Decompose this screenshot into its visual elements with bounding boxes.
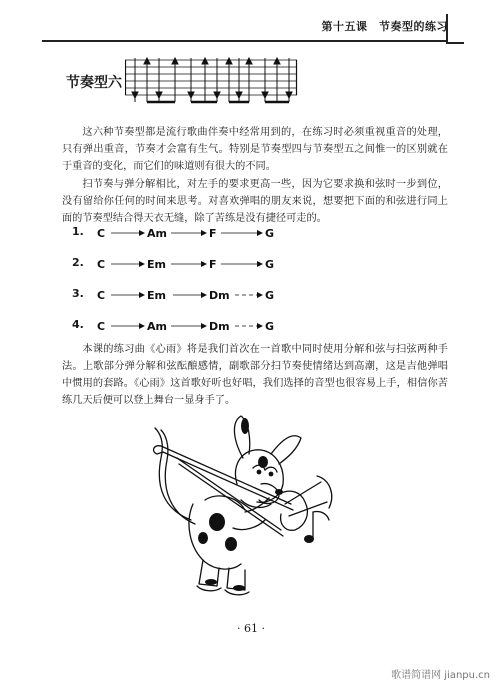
progression-row	[72, 256, 372, 272]
page-number: · 61 ·	[237, 622, 265, 635]
chord-label: C	[97, 227, 106, 240]
strum-arrowhead	[226, 58, 232, 64]
chord-label: G	[265, 258, 275, 271]
chord-label: C	[97, 320, 106, 333]
dog-trombone-illustration	[145, 392, 345, 602]
header-rule	[42, 40, 446, 42]
chord-label: Am	[147, 227, 167, 240]
header-corner	[446, 14, 464, 44]
progression-number: 2.	[72, 256, 84, 269]
paragraph-rhythm-accents: 这六种节奏型都是流行歌曲伴奏中经常用到的，在练习时必须重视重音的处理，只有弹出重音，节奏才会富有生气。特别是节奏型四与节奏型五之间惟一的区别就在于重音的变化，而它们的味道则有很大的不同。	[62, 127, 448, 172]
paragraph-practice-song: 本课的练习曲《心雨》将是我们首次在一首歌中同时使用分解和弦与扫弦两种手法。上歌部分弹分解和弦酝酿感情，副歌部分扫节奏使情绪达到高潮，这是吉他弹唱中惯用的套路。《心雨》这首歌好听也好唱，我们选择的音型也很容易上手，相信你苦练几天后便可以登上舞台一显身手了。	[62, 344, 448, 406]
page-header	[42, 14, 462, 44]
progression-row	[72, 318, 372, 334]
paragraph-strumming: 扫节奏与弹分解相比，对左手的要求更高一些，因为它要求换和弦时一步到位，没有留给你任何的时间来思考。对喜欢弹唱的朋友来说，想要把下面的和弦进行同上面的节奏型结合得天衣无缝，除了苦练是没有捷径可走的。	[62, 179, 448, 224]
chord-label: F	[209, 258, 217, 271]
chord-label: F	[209, 227, 217, 240]
progression-number: 3.	[72, 287, 84, 300]
strum-arrowhead	[246, 58, 252, 64]
progression-row	[72, 225, 372, 241]
progression-number: 4.	[72, 318, 84, 331]
chord-label: Em	[147, 258, 166, 271]
chord-label: G	[265, 227, 275, 240]
progression-number: 1.	[72, 225, 84, 238]
chord-label: G	[265, 320, 275, 333]
progression-row	[72, 287, 372, 303]
strum-arrowhead	[144, 58, 150, 64]
chord-label: Em	[147, 289, 166, 302]
rhythm-notation	[125, 54, 305, 108]
site-watermark: 歌谱简谱网 jianpu.cn	[391, 670, 490, 681]
chord-label: C	[97, 289, 106, 302]
chord-label: Dm	[209, 289, 230, 302]
chord-label: Dm	[209, 320, 230, 333]
strum-arrowhead	[202, 58, 208, 64]
rhythm-pattern-label: 节奏型六	[66, 75, 122, 91]
chapter-title: 第十五课 节奏型的练习	[321, 20, 448, 33]
chord-label: C	[97, 258, 106, 271]
chord-label: G	[265, 289, 275, 302]
strum-arrowhead	[274, 58, 280, 64]
chord-label: Am	[147, 320, 167, 333]
strum-arrowhead	[172, 58, 178, 64]
